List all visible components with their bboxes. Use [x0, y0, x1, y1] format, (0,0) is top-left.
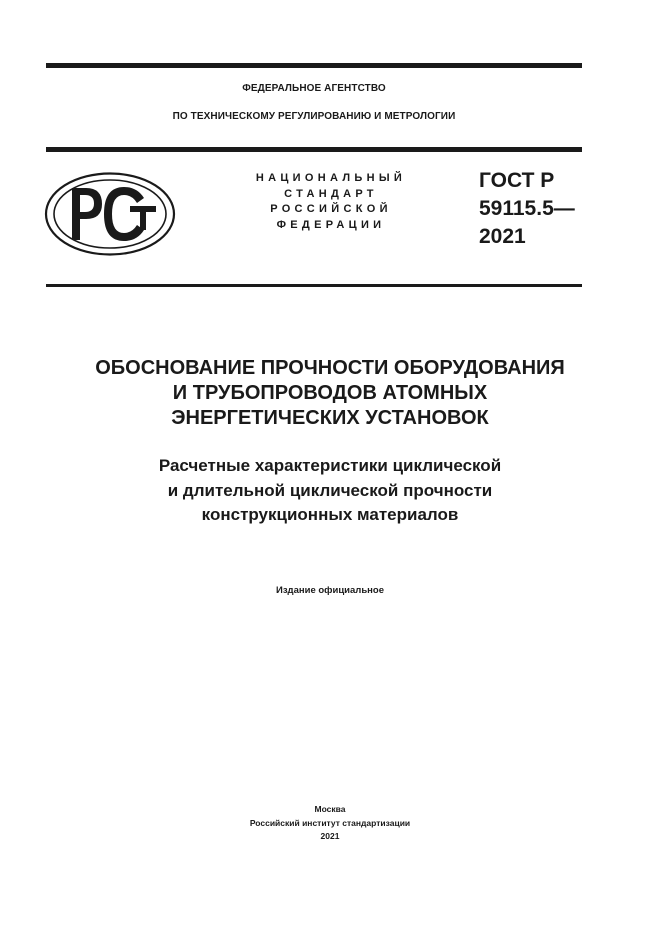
title-line-3: ЭНЕРГЕТИЧЕСКИХ УСТАНОВОК — [171, 407, 489, 429]
imprint-city: Москва — [314, 804, 346, 814]
standard-type-line-2: СТАНДАРТ — [284, 187, 378, 200]
subtitle-line-1: Расчетные характеристики циклической — [158, 456, 502, 475]
designation-line-3: 2021 — [479, 225, 526, 248]
standard-type-line-4: ФЕДЕРАЦИИ — [276, 218, 386, 231]
standard-type-line-1: НАЦИОНАЛЬНЫЙ — [255, 172, 407, 184]
subtitle-line-2: и длительной циклической прочности — [167, 480, 493, 500]
title-line-2: И ТРУБОПРОВОДОВ АТОМНЫХ — [172, 382, 488, 404]
subtitle-line-3: конструкционных материалов — [201, 505, 459, 524]
rst-certification-mark-icon — [44, 172, 176, 256]
agency-line-2: ПО ТЕХНИЧЕСКОМУ РЕГУЛИРОВАНИЮ И МЕТРОЛОГИИ — [172, 111, 456, 122]
designation-line-1: ГОСТ Р — [479, 169, 555, 192]
designation-rule — [46, 284, 582, 287]
document-title — [30, 356, 630, 431]
top-rule — [46, 63, 582, 68]
edition-label: Издание официальное — [276, 585, 384, 596]
agency-line-1: ФЕДЕРАЛЬНОЕ АГЕНТСТВО — [242, 83, 386, 94]
standard-type-line-3: РОССИЙСКОЙ — [270, 203, 392, 215]
designation-line-2: 59115.5— — [479, 197, 575, 220]
document-subtitle — [30, 454, 630, 528]
title-line-1: ОБОСНОВАНИЕ ПРОЧНОСТИ ОБОРУДОВАНИЯ — [95, 357, 565, 379]
imprint-year: 2021 — [320, 831, 340, 841]
header-rule — [46, 147, 582, 152]
imprint — [30, 803, 630, 844]
standard-designation — [479, 167, 575, 251]
imprint-publisher: Российский институт стандартизации — [249, 817, 411, 828]
national-standard-label — [228, 171, 434, 233]
